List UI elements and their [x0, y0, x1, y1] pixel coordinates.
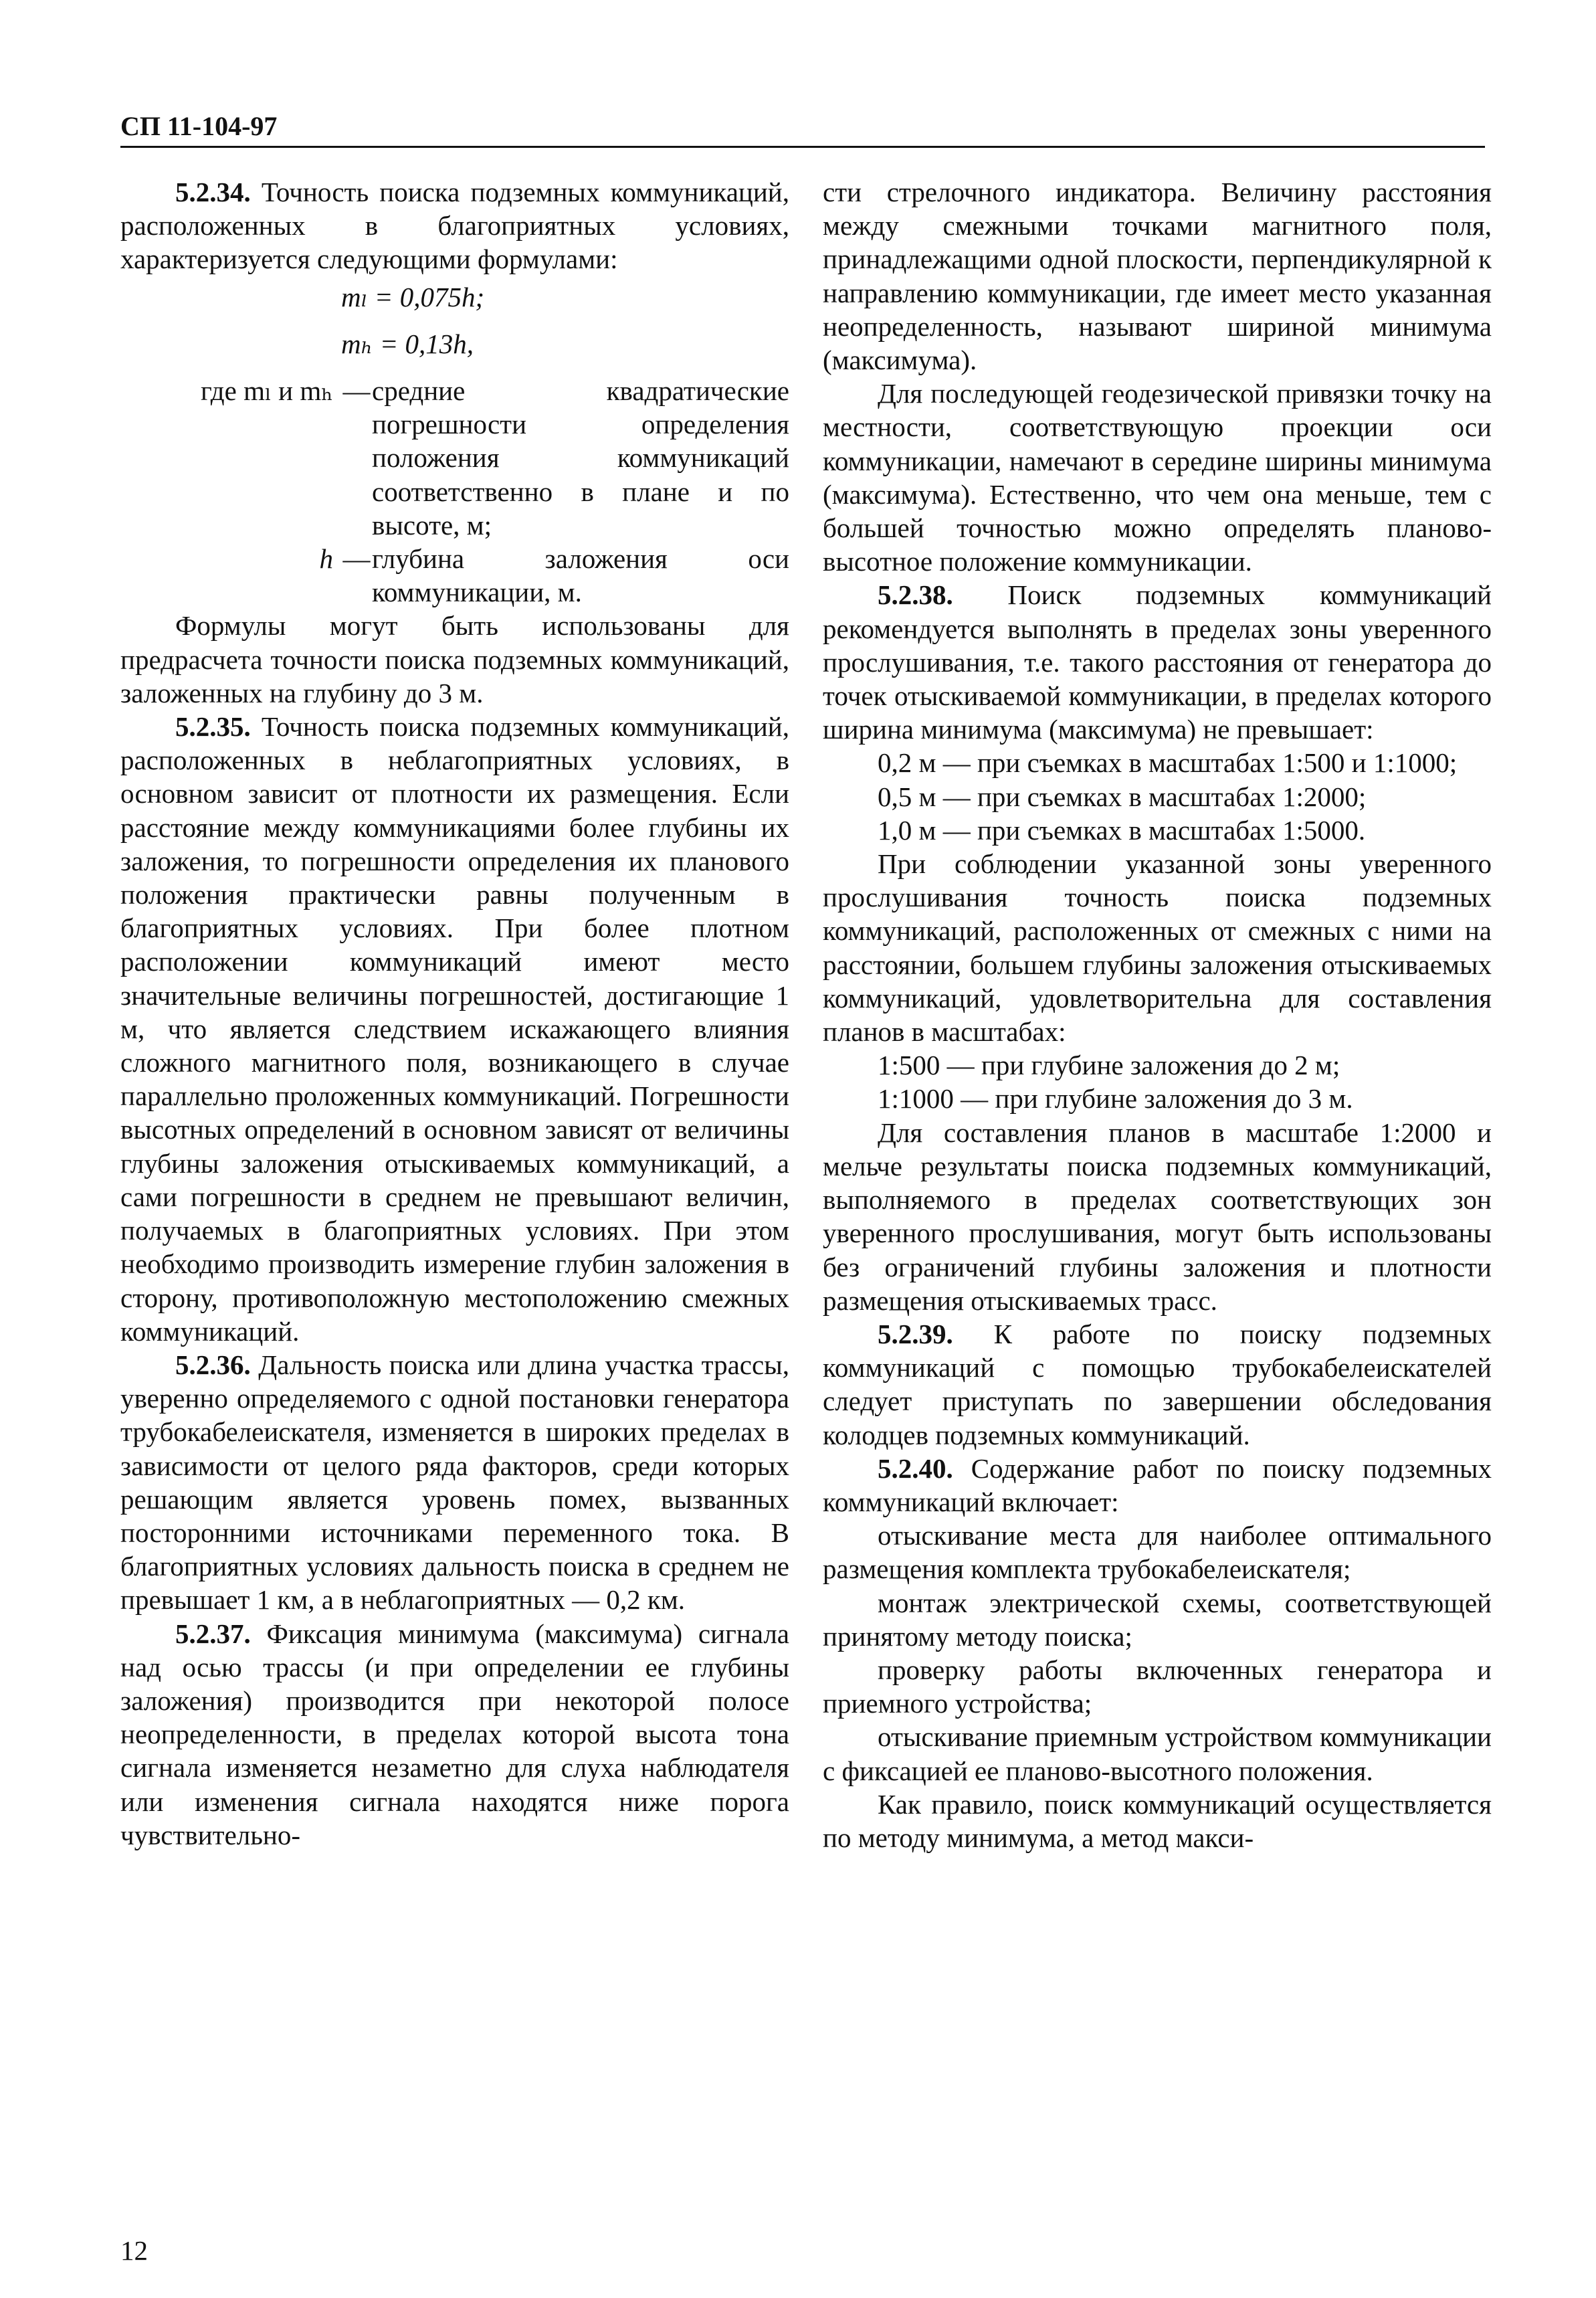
paragraph: Формулы могут быть использованы для предрасчета точности поиска подземных коммуникаций, заложенных на глубину до 3 м.	[120, 610, 789, 708]
paragraph-5-2-40	[823, 1452, 1492, 1519]
definition-row	[120, 542, 789, 609]
list-item: отыскивание места для наиболее оптимального размещения комплекта трубокабелеискателя;	[823, 1520, 1492, 1585]
paragraph-text: Фиксация минимума (максимума) сигнала над осью трассы (и при определении ее глубины заложения) производится при некоторой полосе неопределенности, в пределах которой высота тона сигнала изменяется незаметно для слуха наблюдателя или изменения сигнала находятся ниже порога чувствительно-	[120, 1618, 789, 1850]
paragraph-5-2-35	[120, 710, 789, 1348]
paragraph-text: Точность поиска подземных коммуникаций, расположенных в благоприятных условиях, характеризуется следующими формулами:	[120, 177, 789, 275]
paragraph-5-2-36	[120, 1348, 789, 1617]
definition-symbol: где mₗ и mₕ	[201, 375, 333, 407]
paragraph-text: К работе по поиску подземных коммуникаций с помощью трубокабелеискателей следует приступать по завершении обследования колодцев подземных коммуникаций.	[823, 1318, 1492, 1450]
page-number: 12	[120, 2235, 148, 2266]
section-number: 5.2.38.	[878, 579, 953, 611]
list-item: 0,5 м — при съемках в масштабах 1:2000;	[878, 781, 1367, 812]
list-item: 1:500 — при глубине заложения до 2 м;	[878, 1050, 1340, 1081]
section-number: 5.2.36.	[175, 1349, 251, 1380]
paragraph-text: Поиск подземных коммуникаций рекомендуется выполнять в пределах зоны уверенного прослушивания, т.е. такого расстояния от генератора до точек отыскиваемой коммуникации, в пределах которого ширина минимума (максимума) не превышает:	[823, 579, 1492, 745]
paragraph-5-2-39	[823, 1317, 1492, 1452]
paragraph: При соблюдении указанной зоны уверенного прослушивания точность поиска подземных коммуникаций, расположенных от смежных с ними на расстоянии, большем глубины заложения отыскиваемых коммуникаций, удовлетворительна для составления планов в масштабах:	[823, 848, 1492, 1048]
list-item: 1,0 м — при съемках в масштабах 1:5000.	[878, 814, 1366, 846]
paragraph-5-2-38	[823, 578, 1492, 746]
dash: —	[342, 375, 371, 407]
section-number: 5.2.37.	[175, 1618, 251, 1649]
paragraph-text: Точность поиска подземных коммуникаций, расположенных в неблагоприятных условиях, в основном зависит от плотности их размещения. Если расстояние между коммуникациями более глубины их заложения, то погрешности определения их планового положения практически равны полученным в благоприятных условиях. При более плотном расположении коммуникаций имеют место значительные величины погрешностей, достигающие 1 м, что является следствием искажающего влияния сложного магнитного поля, возникающего в случае параллельно проложенных коммуникаций. Погрешности высотных определений в основном зависят от величины глубины заложения отыскиваемых коммуникаций, а сами погрешности в среднем не превышают величин, получаемых в благоприятных условиях. При этом необходимо производить измерение глубин заложения в сторону, противоположную местоположению смежных коммуникаций.	[120, 711, 789, 1347]
paragraph-5-2-37	[120, 1617, 789, 1852]
paragraph: Для составления планов в масштабе 1:2000 и мельче результаты поиска подземных коммуникаций, выполняемого в пределах соответствующих зон уверенного прослушивания, могут быть использованы без ограничений глубины заложения и плотности размещения отыскиваемых трасс.	[823, 1117, 1492, 1316]
list-item: монтаж электрической схемы, соответствующей принятому методу поиска;	[823, 1587, 1492, 1652]
definition-symbol: h	[319, 543, 333, 575]
section-number: 5.2.34.	[175, 177, 251, 207]
paragraph: Для последующей геодезической привязки точку на местности, соответствующую проекции оси коммуникации, намечают в середине ширины минимума (максимума). Естественно, что чем она меньше, тем с большей точностью можно определять планово-высотное положение коммуникации.	[823, 378, 1492, 577]
definitions	[120, 374, 789, 609]
right-column	[823, 175, 1492, 1854]
section-number: 5.2.40.	[878, 1452, 953, 1484]
definition-text: глубина заложения оси коммуникации, м.	[372, 543, 789, 608]
formula-ml: mₗ = 0,075h;	[341, 281, 485, 312]
paragraph-continuation: сти стрелочного индикатора. Величину расстояния между смежными точками магнитного поля, принадлежащими одной плоскости, перпендикулярной к направлению коммуникации, где имеет место указанная неопределенность, называют шириной минимума (максимума).	[823, 177, 1492, 376]
paragraph-5-2-34	[120, 175, 789, 276]
document-code: СП 11-104-97	[120, 111, 278, 141]
list-item: проверку работы включенных генератора и приемного устройства;	[823, 1654, 1492, 1719]
definition-row	[120, 374, 789, 542]
paragraph-text: Дальность поиска или длина участка трассы, уверенно определяемого с одной постановки генератора трубокабелеискателя, изменяется в широких пределах в зависимости от целого ряда факторов, среди которых решающим является уровень помех, вызванных посторонними источниками переменного тока. В благоприятных условиях дальность поиска в среднем не превышает 1 км, а в неблагоприятных — 0,2 км.	[120, 1349, 789, 1616]
section-number: 5.2.39.	[878, 1318, 953, 1349]
section-number: 5.2.35.	[175, 711, 251, 743]
dash: —	[342, 543, 371, 575]
list-item: отыскивание приемным устройством коммуникации с фиксацией ее планово-высотного положения.	[823, 1721, 1492, 1786]
header-rule	[120, 146, 1485, 148]
list-item: 1:1000 — при глубине заложения до 3 м.	[878, 1083, 1353, 1115]
left-column	[120, 175, 789, 1852]
paragraph: Как правило, поиск коммуникаций осуществляется по методу минимума, а метод макси-	[823, 1788, 1492, 1853]
list-item: 0,2 м — при съемках в масштабах 1:500 и 1:1000;	[878, 747, 1458, 779]
paragraph-text: Содержание работ по поиску подземных коммуникаций включает:	[823, 1452, 1492, 1517]
formula-mh: mₕ = 0,13h,	[341, 328, 474, 359]
definition-text: средние квадратические погрешности определения положения коммуникаций соответственно в плане и по высоте, м;	[372, 375, 789, 541]
